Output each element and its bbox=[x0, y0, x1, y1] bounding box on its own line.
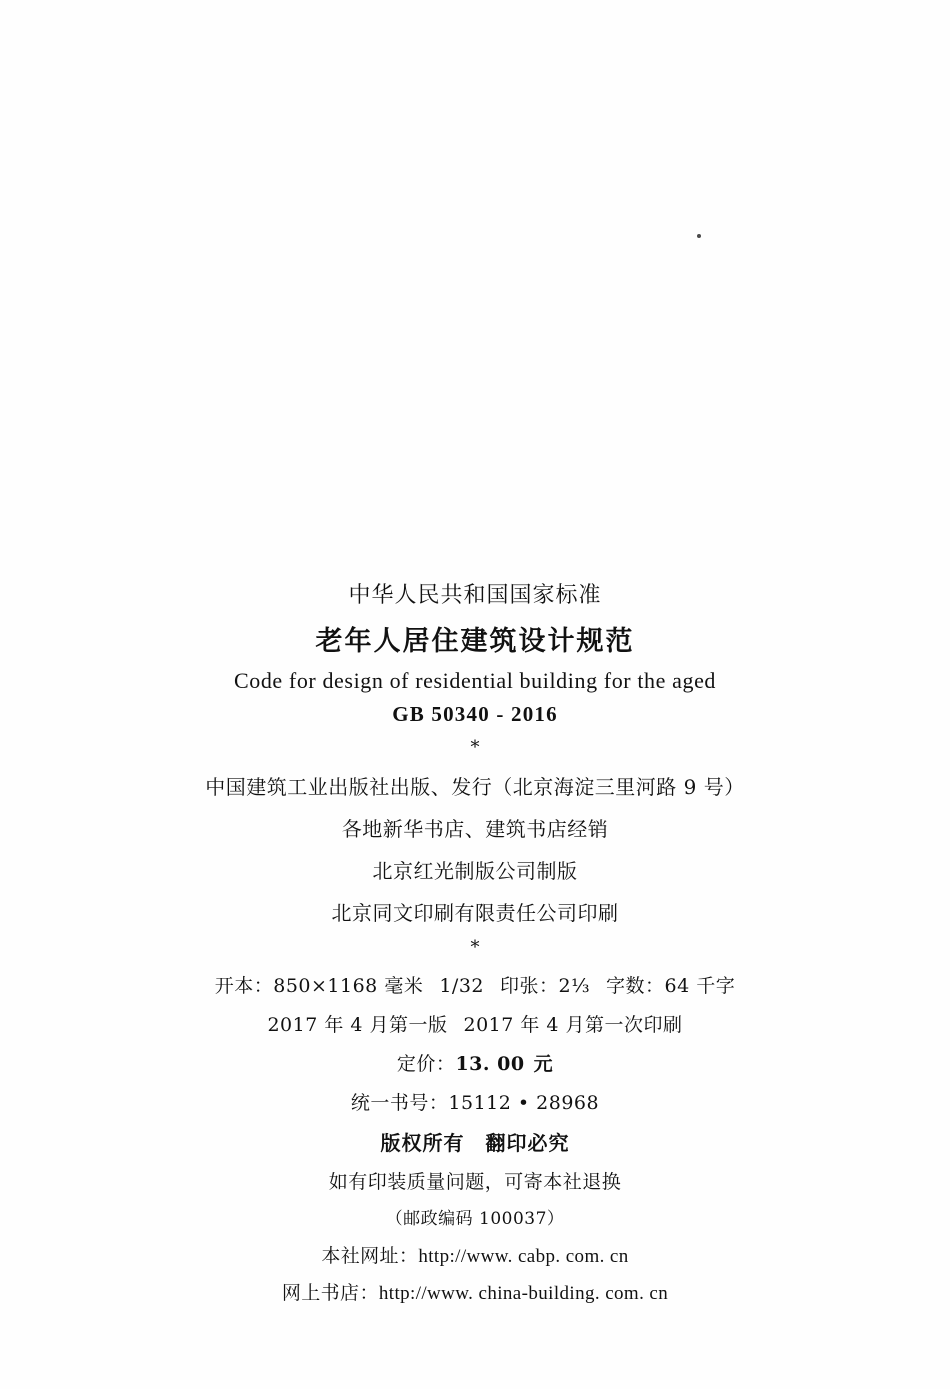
printing-line: 北京同文印刷有限责任公司印刷 bbox=[331, 901, 619, 925]
isbn-value: 15112 • 28968 bbox=[448, 1092, 600, 1114]
isbn-line bbox=[0, 1088, 950, 1115]
bookstore-line bbox=[0, 1278, 950, 1305]
standard-organization: 中华人民共和国国家标准 bbox=[348, 583, 602, 608]
colophon-block bbox=[0, 578, 950, 1315]
page-title: 老年人居住建筑设计规范 bbox=[315, 626, 635, 657]
words-label: 字数： bbox=[606, 975, 665, 997]
edition-line: 2017 年 4 月第一版 bbox=[267, 1014, 448, 1036]
title-english: Code for design of residential building for the aged bbox=[233, 668, 717, 693]
standard-code: GB 50340 - 2016 bbox=[392, 702, 558, 726]
separator-asterisk-top: * bbox=[470, 737, 480, 758]
bookstore-label: 网上书店： bbox=[281, 1282, 379, 1304]
sheets-value: 2⅓ bbox=[558, 975, 591, 997]
format-label: 开本： bbox=[214, 975, 274, 997]
publisher-line: 中国建筑工业出版社出版、发行（北京海淀三里河路 9 号） bbox=[205, 775, 745, 799]
price-line bbox=[0, 1049, 950, 1076]
separator-asterisk-bottom: * bbox=[470, 937, 480, 958]
ink-speck bbox=[697, 234, 701, 238]
website-url[interactable]: http://www. cabp. com. cn bbox=[418, 1246, 629, 1267]
sheets-label: 印张： bbox=[500, 975, 559, 997]
price-value: 13. 00 bbox=[455, 1053, 525, 1075]
website-label: 本社网址： bbox=[321, 1245, 419, 1267]
bookstore-url[interactable]: http://www. china-building. com. cn bbox=[378, 1283, 669, 1304]
format-fraction: 1/32 bbox=[439, 975, 484, 997]
distribution-line: 各地新华书店、建筑书店经销 bbox=[341, 817, 609, 841]
price-unit: 元 bbox=[533, 1053, 554, 1075]
words-value: 64 千字 bbox=[664, 975, 736, 997]
quality-notice: 如有印装质量问题，可寄本社退换 bbox=[328, 1171, 622, 1193]
copyright-notice: 版权所有 翻印必究 bbox=[380, 1131, 570, 1155]
platemaking-line: 北京红光制版公司制版 bbox=[372, 859, 578, 883]
isbn-label: 统一书号： bbox=[350, 1092, 449, 1114]
format-value: 850×1168 毫米 bbox=[273, 975, 424, 997]
edition-meta-line bbox=[0, 1010, 950, 1037]
impression-line: 2017 年 4 月第一次印刷 bbox=[463, 1014, 683, 1036]
format-meta-line bbox=[0, 971, 950, 998]
price-label: 定价： bbox=[396, 1053, 456, 1075]
website-line bbox=[0, 1241, 950, 1268]
postcode: （邮政编码 100037） bbox=[385, 1209, 565, 1229]
